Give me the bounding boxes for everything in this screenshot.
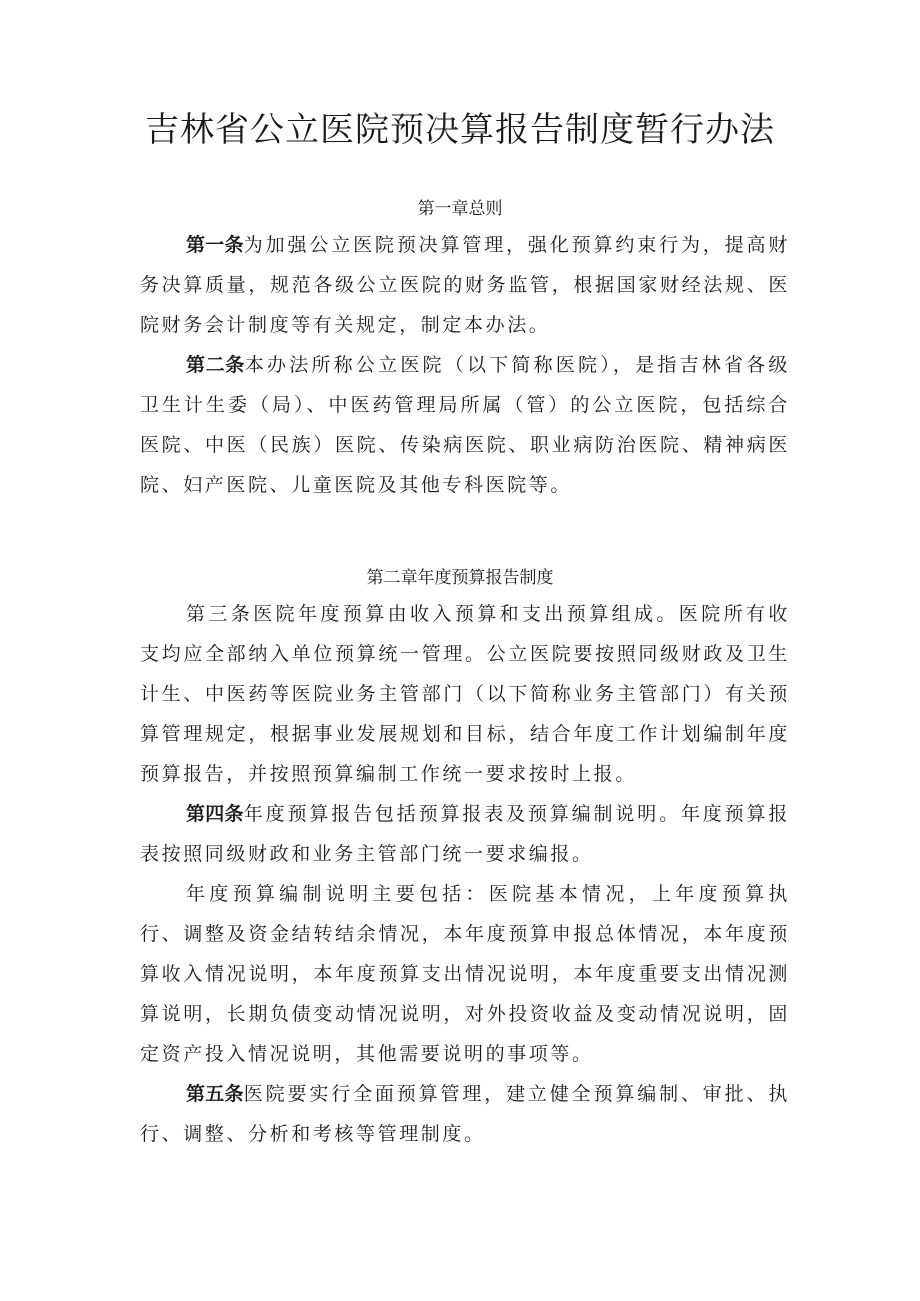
article-2 bbox=[140, 345, 790, 505]
article-3-text: 第三条医院年度预算由收入预算和支出预算组成。医院所有收支均应全部纳入单位预算统一管理。公立医院要按照同级财政及卫生计生、中医药等医院业务主管部门（以下简称业务主管部门）有关预算管理规定，根据事业发展规划和目标，结合年度工作计划编制年度预算报告，并按照预算编制工作统一要求按时上报。 bbox=[140, 603, 790, 785]
article-5-label: 第五条 bbox=[186, 1083, 244, 1105]
article-4-label: 第四条 bbox=[186, 803, 244, 825]
article-2-label: 第二条 bbox=[186, 354, 245, 376]
article-3 bbox=[140, 594, 790, 794]
article-1 bbox=[140, 225, 790, 345]
article-1-label: 第一条 bbox=[186, 234, 244, 256]
chapter-1-heading: 第一章总则 bbox=[417, 199, 503, 219]
article-5 bbox=[140, 1074, 790, 1154]
article-4 bbox=[140, 794, 790, 874]
article-1-text: 为加强公立医院预决算管理，强化预算约束行为，提高财务决算质量，规范各级公立医院的财务监管，根据国家财经法规、医院财务会计制度等有关规定，制定本办法。 bbox=[140, 234, 790, 336]
article-4-note bbox=[140, 874, 790, 1074]
article-5-text: 医院要实行全面预算管理，建立健全预算编制、审批、执行、调整、分析和考核等管理制度。 bbox=[140, 1083, 790, 1145]
document-title: 吉林省公立医院预决算报告制度暂行办法 bbox=[145, 110, 775, 150]
article-2-text: 本办法所称公立医院（以下简称医院），是指吉林省各级卫生计生委（局）、中医药管理局所属（管）的公立医院，包括综合医院、中医（民族）医院、传染病医院、职业病防治医院、精神病医院、妇产医院、儿童医院及其他专科医院等。 bbox=[140, 354, 790, 496]
article-4-text: 年度预算报告包括预算报表及预算编制说明。年度预算报表按照同级财政和业务主管部门统一要求编报。 bbox=[140, 803, 790, 865]
chapter-2-heading: 第二章年度预算报告制度 bbox=[366, 568, 554, 588]
article-4-note-text: 年度预算编制说明主要包括：医院基本情况，上年度预算执行、调整及资金结转结余情况，本年度预算申报总体情况，本年度预算收入情况说明，本年度预算支出情况说明，本年度重要支出情况测算说明，长期负债变动情况说明，对外投资收益及变动情况说明，固定资产投入情况说明，其他需要说明的事项等。 bbox=[140, 883, 790, 1065]
